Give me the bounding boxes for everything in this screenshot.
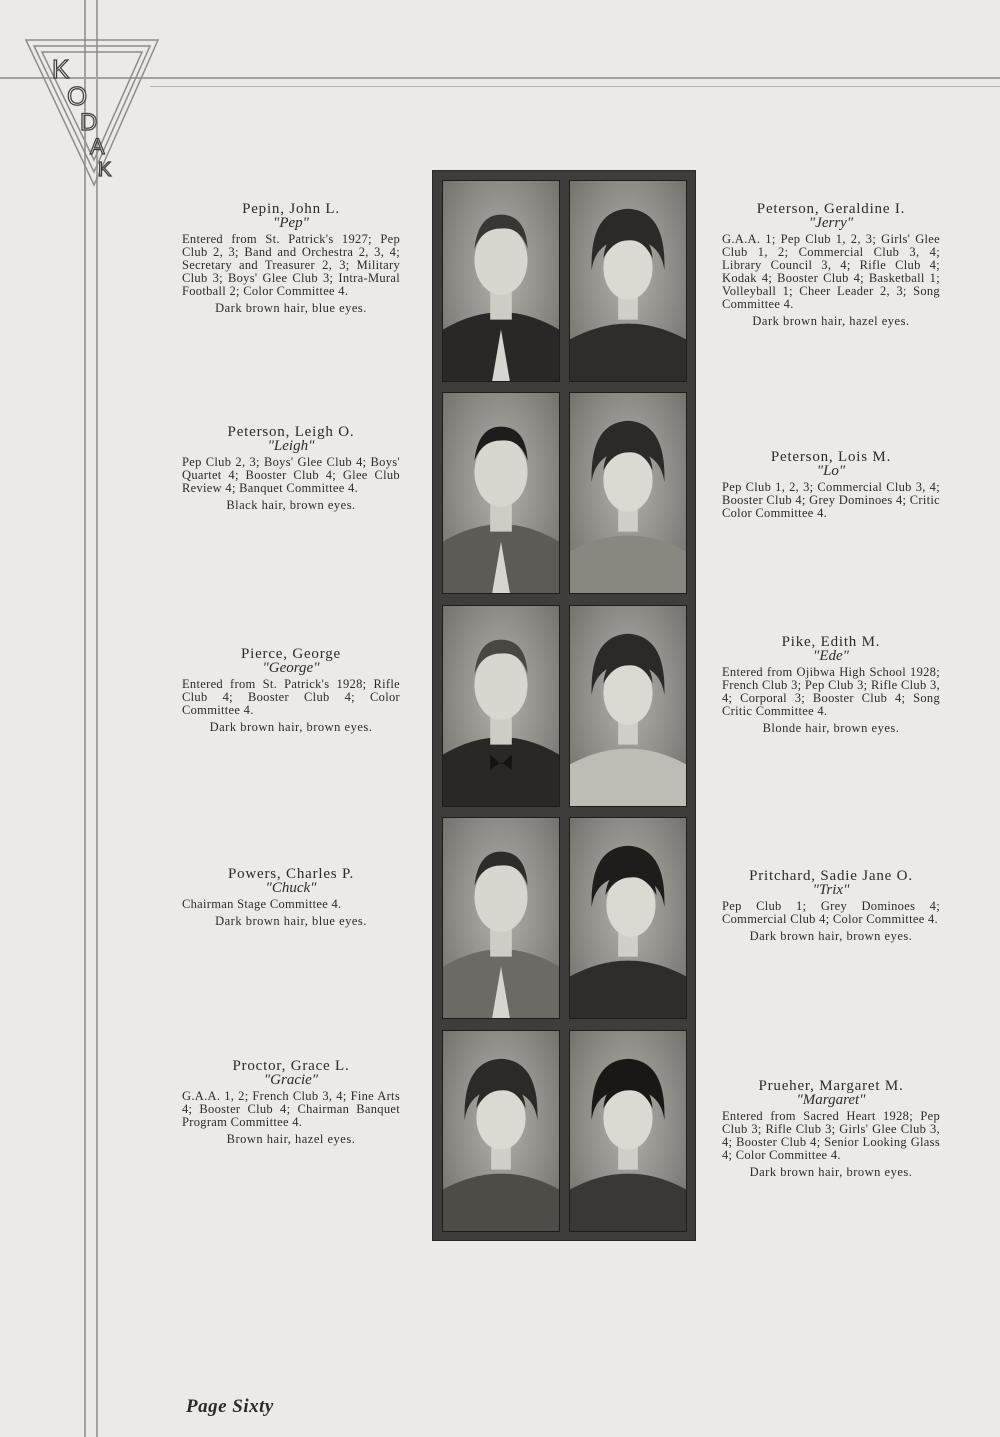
- student-description: Blonde hair, brown eyes.: [762, 721, 900, 735]
- student-activities: Pep Club 1; Grey Dominoes 4; Commercial Club 4; Color Committee 4.: [722, 899, 940, 926]
- student-activities: G.A.A. 1; Pep Club 1, 2, 3; Girls' Glee Club 1, 2; Commercial Club 3, 4; Library Council 3, 4; Rifle Club 4; Kodak 4; Booster Club 4; Basketball 1; Volleyball 1; Cheer Leader 2, 3; Song Committee 4.: [722, 232, 940, 311]
- student-activities: Entered from St. Patrick's 1928; Rifle Club 4; Booster Club 4; Color Committee 4.: [182, 677, 400, 717]
- student-activities: Chairman Stage Committee 4.: [182, 897, 342, 911]
- student-description: Dark brown hair, brown eyes.: [209, 720, 373, 734]
- frame-vertical-line: [84, 0, 86, 1437]
- student-activities: G.A.A. 1, 2; French Club 3, 4; Fine Arts 4; Booster Club 4; Chairman Banquet Program Committee 4.: [182, 1089, 400, 1129]
- student-name: Peterson, Leigh O.: [227, 424, 355, 440]
- student-activities: Pep Club 2, 3; Boys' Glee Club 4; Boys' Quartet 4; Booster Club 4; Glee Club Review 4; Banquet Committee 4.: [182, 455, 400, 495]
- student-name: Proctor, Grace L.: [232, 1058, 350, 1074]
- kodak-logo: [18, 20, 166, 190]
- senior-entry: [182, 648, 400, 734]
- student-nickname: "George": [262, 660, 320, 676]
- senior-entry: [182, 868, 400, 928]
- portrait-photo: [442, 180, 560, 382]
- portrait-photo: [442, 817, 560, 1019]
- student-description: Dark brown hair, blue eyes.: [215, 301, 367, 315]
- student-nickname: "Leigh": [267, 438, 315, 454]
- senior-entry: [182, 426, 400, 512]
- senior-entry: [722, 451, 940, 520]
- portrait-photo: [569, 180, 687, 382]
- senior-entry: [722, 870, 940, 943]
- student-name: Pierce, George: [240, 646, 342, 662]
- portrait-photo: [569, 392, 687, 594]
- portrait-photo: [569, 605, 687, 807]
- student-name: Pepin, John L.: [242, 201, 340, 217]
- logo-letter: A: [90, 134, 105, 159]
- student-nickname: "Trix": [812, 882, 850, 898]
- photo-panel: [432, 170, 696, 1241]
- student-activities: Entered from Sacred Heart 1928; Pep Club 3; Rifle Club 3; Girls' Glee Club 3, 4; Booster Club 4; Senior Looking Glass 4; Color Committee 4.: [722, 1109, 940, 1162]
- senior-entry: [722, 203, 940, 328]
- logo-letter: K: [52, 54, 70, 84]
- logo-letter: D: [80, 109, 98, 136]
- student-description: Brown hair, hazel eyes.: [226, 1132, 356, 1146]
- portrait-photo: [442, 605, 560, 807]
- student-description: Dark brown hair, brown eyes.: [749, 929, 913, 943]
- page-number: Page Sixty: [186, 1396, 274, 1417]
- student-name: Powers, Charles P.: [227, 866, 355, 882]
- student-nickname: "Lo": [816, 463, 846, 479]
- student-description: Dark brown hair, blue eyes.: [215, 914, 367, 928]
- student-nickname: "Chuck": [265, 880, 317, 896]
- student-description: Dark brown hair, brown eyes.: [749, 1165, 913, 1179]
- senior-entry: [182, 203, 400, 315]
- student-nickname: "Gracie": [263, 1072, 319, 1088]
- portrait-photo: [569, 817, 687, 1019]
- student-nickname: "Pep": [273, 215, 309, 231]
- student-nickname: "Margaret": [796, 1092, 866, 1108]
- student-name: Pritchard, Sadie Jane O.: [749, 868, 913, 884]
- logo-letter: O: [67, 81, 88, 111]
- student-name: Pike, Edith M.: [781, 634, 881, 650]
- portrait-photo: [442, 392, 560, 594]
- senior-entry: [722, 636, 940, 735]
- student-name: Peterson, Lois M.: [770, 449, 892, 465]
- frame-horizontal-line: [150, 86, 1000, 87]
- student-name: Prueher, Margaret M.: [758, 1078, 904, 1094]
- student-nickname: "Ede": [813, 648, 849, 664]
- senior-entry: [722, 1080, 940, 1179]
- student-activities: Entered from St. Patrick's 1927; Pep Club 2, 3; Band and Orchestra 2, 3, 4; Secretary and Treasurer 2, 3; Military Club 3; Boys' Glee Club 3; Intra-Mural Football 2; Color Committee 4.: [182, 232, 400, 298]
- student-description: Black hair, brown eyes.: [226, 498, 356, 512]
- senior-entry: [182, 1060, 400, 1146]
- frame-vertical-line: [96, 0, 98, 1437]
- student-description: Dark brown hair, hazel eyes.: [752, 314, 910, 328]
- student-activities: Entered from Ojibwa High School 1928; French Club 3; Pep Club 3; Rifle Club 3, 4; Corporal 3; Booster Club 4; Song Critic Committee 4.: [722, 665, 940, 718]
- student-name: Peterson, Geraldine I.: [756, 201, 906, 217]
- student-nickname: "Jerry": [808, 215, 854, 231]
- portrait-photo: [442, 1030, 560, 1232]
- logo-letter: K: [98, 159, 112, 181]
- student-activities: Pep Club 1, 2, 3; Commercial Club 3, 4; Booster Club 4; Grey Dominoes 4; Critic Color Committee 4.: [722, 480, 940, 520]
- portrait-photo: [569, 1030, 687, 1232]
